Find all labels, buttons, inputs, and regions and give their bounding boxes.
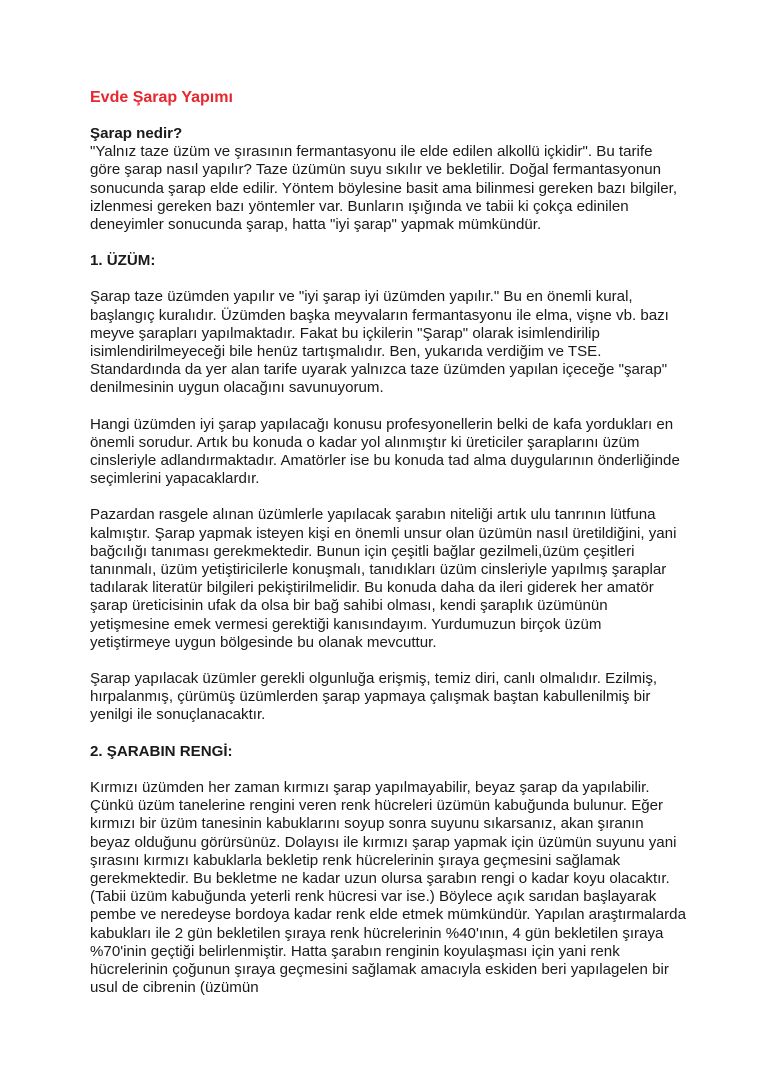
intro-subheading: Şarap nedir? — [90, 125, 183, 142]
paragraph: Şarap taze üzümden yapılır ve "iyi şarap iyi üzümden yapılır." Bu en önemli kural, başlangıç kuralıdır. Üzümden başka meyvaların fermantasyonu ile elma, vişne vb. bazı meyve şarapları yapılmaktadır. Fakat bu içkilerin "Şarap" olarak isimlendirilip isimlendirilmeyeceği bile henüz tartışmalıdır. Ben, yukarıda verdiğim ve TSE. Standardında da yer alan tarife uyarak yalnızca taze üzümden yapılan içeceğe "şarap" denilmesinin uygun olacağını savunuyorum. — [90, 288, 669, 397]
paragraph: Pazardan rasgele alınan üzümlerle yapılacak şarabın niteliği artık ulu tanrının lütfuna kalmıştır. Şarap yapmak isteyen kişi en önemli unsur olan üzümün nasıl üretildiğini, yani bağcılığı tanıması gerekmektedir. Bunun için çeşitli bağlar gezilmeli,üzüm çeşitleri tanınmalı, üzüm yetiştiricilerle konuşmalı, tanıdıkları üzüm cinsleriyle yapılmış şaraplar tadılarak literatür bilgileri pekiştirilmelidir. Bu konuda daha da ileri giderek her amatör şarap üreticisinin ufak da olsa bir bağ sahibi olması, kendi şaraplık üzümünün yetişmesine emek vermesi gerektiği kanısındayım. Yurdumuzun birçok üzüm yetiştirmeye uygun bölgesinde bu olanak mevcuttur. — [90, 506, 677, 651]
section-heading: 1. ÜZÜM: — [90, 252, 156, 270]
section-uzum — [90, 252, 686, 724]
paragraph: Kırmızı üzümden her zaman kırmızı şarap yapılmayabilir, beyaz şarap da yapılabilir. Çünkü üzüm tanelerine rengini veren renk hücreleri üzümün kabuğunda bulunur. Eğer kırmızı bir üzüm tanesinin kabuklarını soyup sonra suyunu sıkarsanız, akan şıranın beyaz olduğunu görürsünüz. Dolayısı ile kırmızı şarap yapmak için üzümün suyunu yani şırasını kırmızı kabuklarla bekletip renk hücrelerinin şıraya geçmesini sağlamak gerekmektedir. Bu bekletme ne kadar uzun olursa şarabın rengi o kadar koyu olacaktır. (Tabii üzüm kabuğunda yeterli renk hücresi var ise.) Böylece açık sarıdan başlayarak pembe ve neredeyse bordoya kadar renk elde etmek mümkündür. Yapılan araştırmalarda kabukları ile 2 gün bekletilen şıraya renk hücrelerinin %40'ının, 4 gün bekletilen şıraya %70'inin geçtiği belirlenmiştir. Hatta şarabın renginin koyulaşması için yani renk hücrelerinin çoğunun şıraya geçmesini sağlamak amacıyla eskiden beri yapılagelen bir usul de cibrenin (üzümün — [90, 778, 686, 997]
intro-paragraph: "Yalnız taze üzüm ve şırasının fermantasyonu ile elde edilen alkollü içkidir". Bu tarife göre şarap nasıl yapılır? Taze üzümün suyu sıkılır ve bekletilir. Doğal fermantasyonun sonucunda şarap elde edilir. Yöntem böylesine basit ama bilinmesi gereken bazı bilgiler, izlenmesi gereken bazı yöntemler var. Bunların ışığında ve tabii ki çokça edinilen deneyimler sonucunda şarap, hatta "iyi şarap" yapmak mümkündür. — [90, 143, 678, 234]
section-heading: 2. ŞARABIN RENGİ: — [90, 742, 233, 760]
document-page — [90, 88, 686, 1015]
paragraph: Hangi üzümden iyi şarap yapılacağı konusu profesyonellerin belki de kafa yordukları en önemli sorudur. Artık bu konuda o kadar yol alınmıştır ki üreticiler şaraplarını üzüm cinsleriyle adlandırmaktadır. Amatörler ise bu konuda tad alma duygularının önderliğinde seçimlerini yapacaklardır. — [90, 415, 680, 488]
document-title: Evde Şarap Yapımı — [90, 89, 233, 106]
paragraph: Şarap yapılacak üzümler gerekli olgunluğa erişmiş, temiz diri, canlı olmalıdır. Ezilmiş, hırpalanmış, çürümüş üzümlerden şarap yapmaya çalışmak baştan kabullenilmiş bir yenilgi ile sonuçlanacaktır. — [90, 670, 658, 724]
section-sarabin-rengi — [90, 743, 686, 998]
intro-block — [90, 125, 686, 234]
